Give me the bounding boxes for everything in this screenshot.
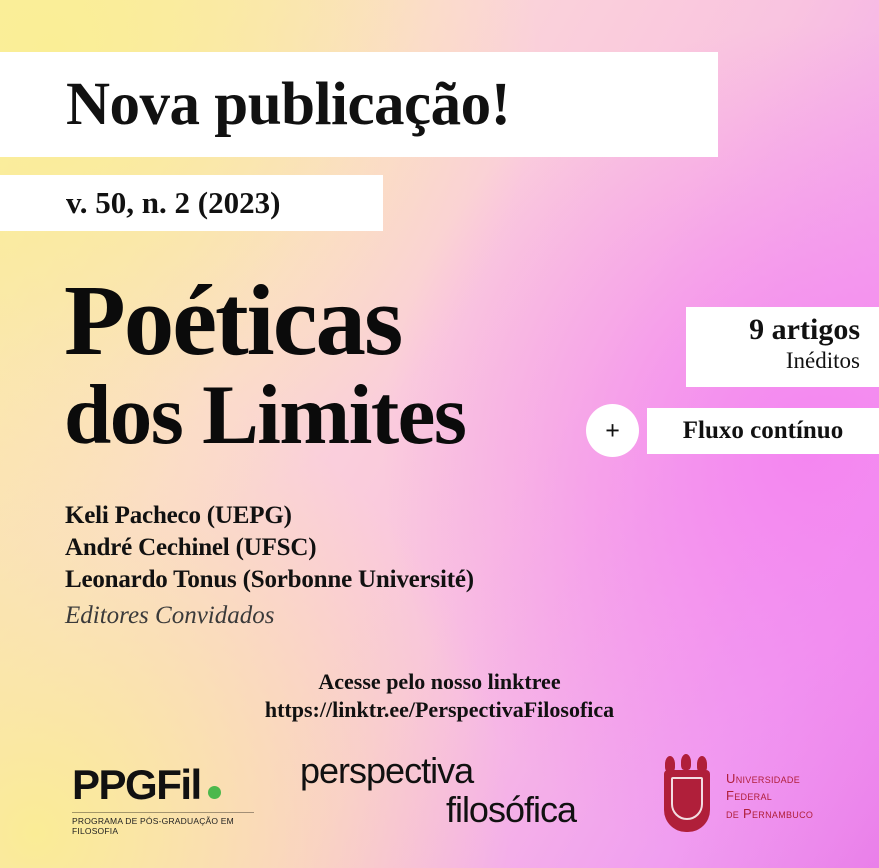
new-publication-text: Nova publicação! <box>66 71 511 138</box>
articles-count-value: 9 artigos <box>749 313 860 346</box>
ufpe-logo <box>660 756 813 836</box>
ppgfil-dot-icon <box>208 786 221 799</box>
journal-wordmark <box>300 752 590 830</box>
ufpe-line-1: Universidade <box>726 770 801 786</box>
ufpe-wordmark <box>726 770 813 823</box>
articles-count-badge <box>686 307 879 387</box>
new-publication-banner <box>0 52 718 157</box>
issue-banner <box>0 175 383 231</box>
linktree-call-to-action: Acesse pelo nosso linktree <box>318 669 561 694</box>
editor-name: Leonardo Tonus (Sorbonne Université) <box>65 566 474 593</box>
plus-icon: + <box>586 404 639 457</box>
poster-footer <box>0 744 879 854</box>
poster-title <box>64 264 466 462</box>
ppgfil-name: PPGFil <box>72 761 201 808</box>
issue-text: v. 50, n. 2 (2023) <box>66 185 281 220</box>
title-line-2: dos Limites <box>64 367 466 462</box>
journal-word-2: filosófica <box>445 788 576 830</box>
linktree-block <box>0 668 879 723</box>
editor-name: Keli Pacheco (UEPG) <box>65 502 292 529</box>
ufpe-line-3: de Pernambuco <box>726 805 814 821</box>
shield-icon <box>664 770 710 832</box>
linktree-url[interactable]: https://linktr.ee/PerspectivaFilosofica <box>264 696 615 722</box>
ufpe-line-2: Federal <box>726 788 773 804</box>
continuous-flow-badge <box>647 408 879 454</box>
articles-count-label: Inéditos <box>785 347 860 373</box>
torch-icon <box>681 754 691 770</box>
ppgfil-logo <box>72 761 272 836</box>
continuous-flow-label: Fluxo contínuo <box>682 417 844 444</box>
editors-block <box>65 500 474 630</box>
journal-word-1: perspectiva <box>300 750 474 791</box>
ufpe-crest-icon <box>660 756 714 836</box>
title-line-1: Poéticas <box>64 264 402 376</box>
editor-name: André Cechinel (UFSC) <box>65 534 317 561</box>
editors-role-label: Editores Convidados <box>65 602 275 629</box>
ppgfil-wordmark <box>72 761 272 808</box>
ppgfil-subtitle: PROGRAMA DE PÓS-GRADUAÇÃO EM FILOSOFIA <box>72 812 254 836</box>
